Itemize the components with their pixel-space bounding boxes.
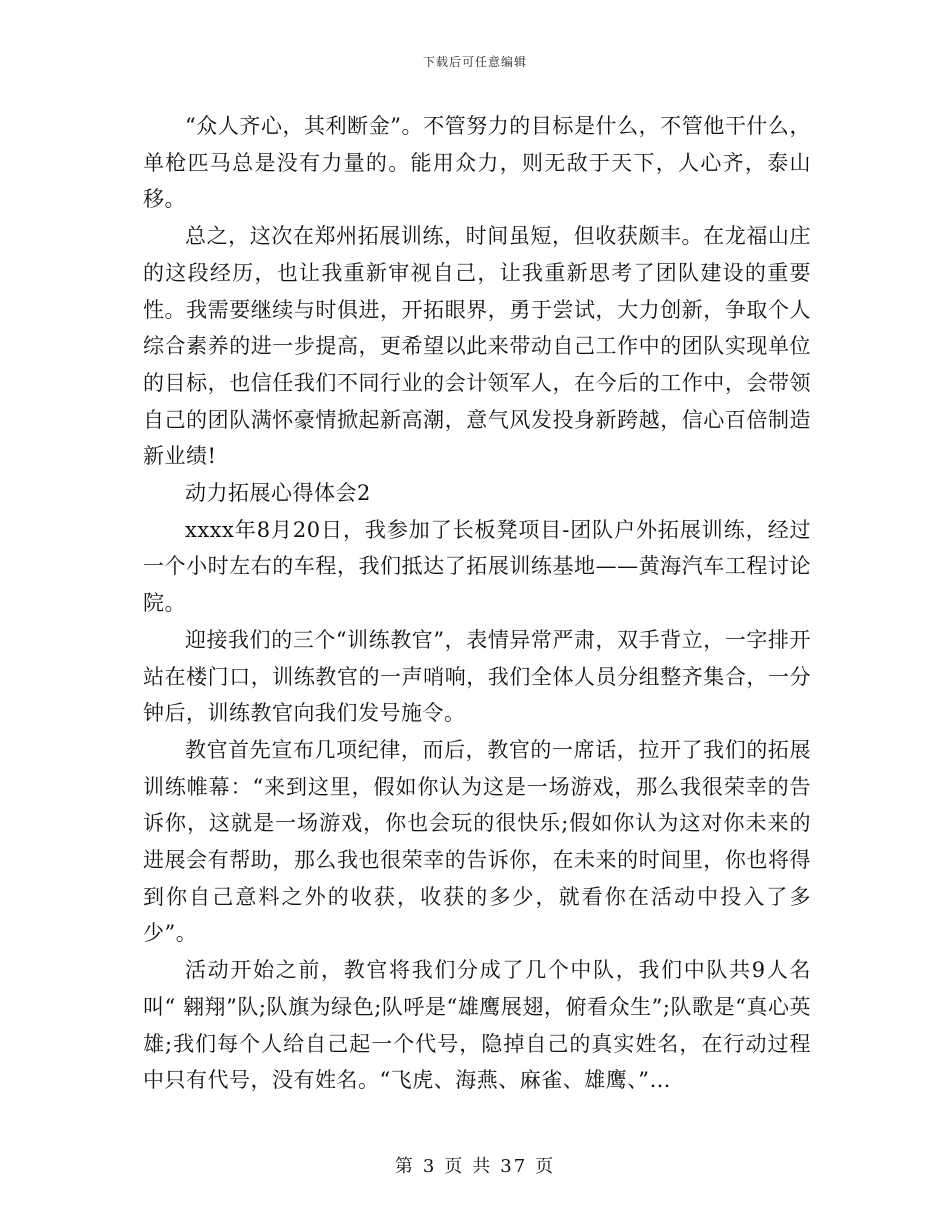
footer-total-word: 共 (472, 1156, 493, 1177)
paragraph: 活动开始之前，教官将我们分成了几个中队，我们中队共9人名叫“ 翱翔”队;队旗为绿色;队呼是“雄鹰展翅，俯看众生”;队歌是“真心英雄;我们每个人给自己起一个代号，隐掉自己的真实姓名，在行动过程中只有代号，没有姓名。“飞虎、海燕、麻雀、雄鹰、”… (143, 958, 811, 1093)
page-header: 下载后可任意编辑 (422, 55, 527, 69)
footer-page-word: 页 (444, 1156, 465, 1177)
footer-prefix: 第 (394, 1156, 415, 1177)
total-pages: 37 (500, 1156, 528, 1177)
page-number: 3 (422, 1156, 437, 1177)
paragraph: 迎接我们的三个“训练教官”，表情异常严肃，双手背立，一字排开站在楼门口，训练教官的一声哨响，我们全体人员分组整齐集合，一分钟后，训练教官向我们发号施令。 (143, 627, 811, 726)
paragraph: 教官首先宣布几项纪律，而后，教官的一席话，拉开了我们的拓展训练帷幕：“来到这里，假如你认为这是一场游戏，那么我很荣幸的告诉你，这就是一场游戏，你也会玩的很快乐;假如你认为这对你未来的进展会有帮助，那么我也很荣幸的告诉你，在未来的时间里，你也将得到你自己意料之外的收获，收获的多少，就看你在活动中投入了多少”。 (143, 737, 811, 946)
footer-suffix: 页 (535, 1156, 556, 1177)
page-footer (0, 1152, 950, 1178)
paragraph: “众人齐心，其利断金”。不管努力的目标是什么，不管他干什么，单枪匹马总是没有力量的。能用众力，则无敌于天下，人心齐，泰山移。 (143, 114, 811, 212)
paragraph: 总之，这次在郑州拓展训练，时间虽短，但收获颇丰。在龙福山庄的这段经历，也让我重新审视自己，让我重新思考了团队建设的重要性。我需要继续与时俱进，开拓眼界，勇于尝试，大力创新，争取个人综合素养的进一步提高，更希望以此来带动自己工作中的团队实现单位的目标，也信任我们不同行业的会计领军人，在今后的工作中，会带领自己的团队满怀豪情掀起新高潮，意气风发投身新跨越，信心百倍制造新业绩! (143, 224, 811, 469)
section-heading: 动力拓展心得体会2 (185, 481, 371, 506)
paragraph: xxxx年8月20日，我参加了长板凳项目-团队户外拓展训练，经过一个小时左右的车程，我们抵达了拓展训练基地——黄海汽车工程讨论院。 (143, 517, 811, 616)
document-body (143, 108, 811, 1099)
